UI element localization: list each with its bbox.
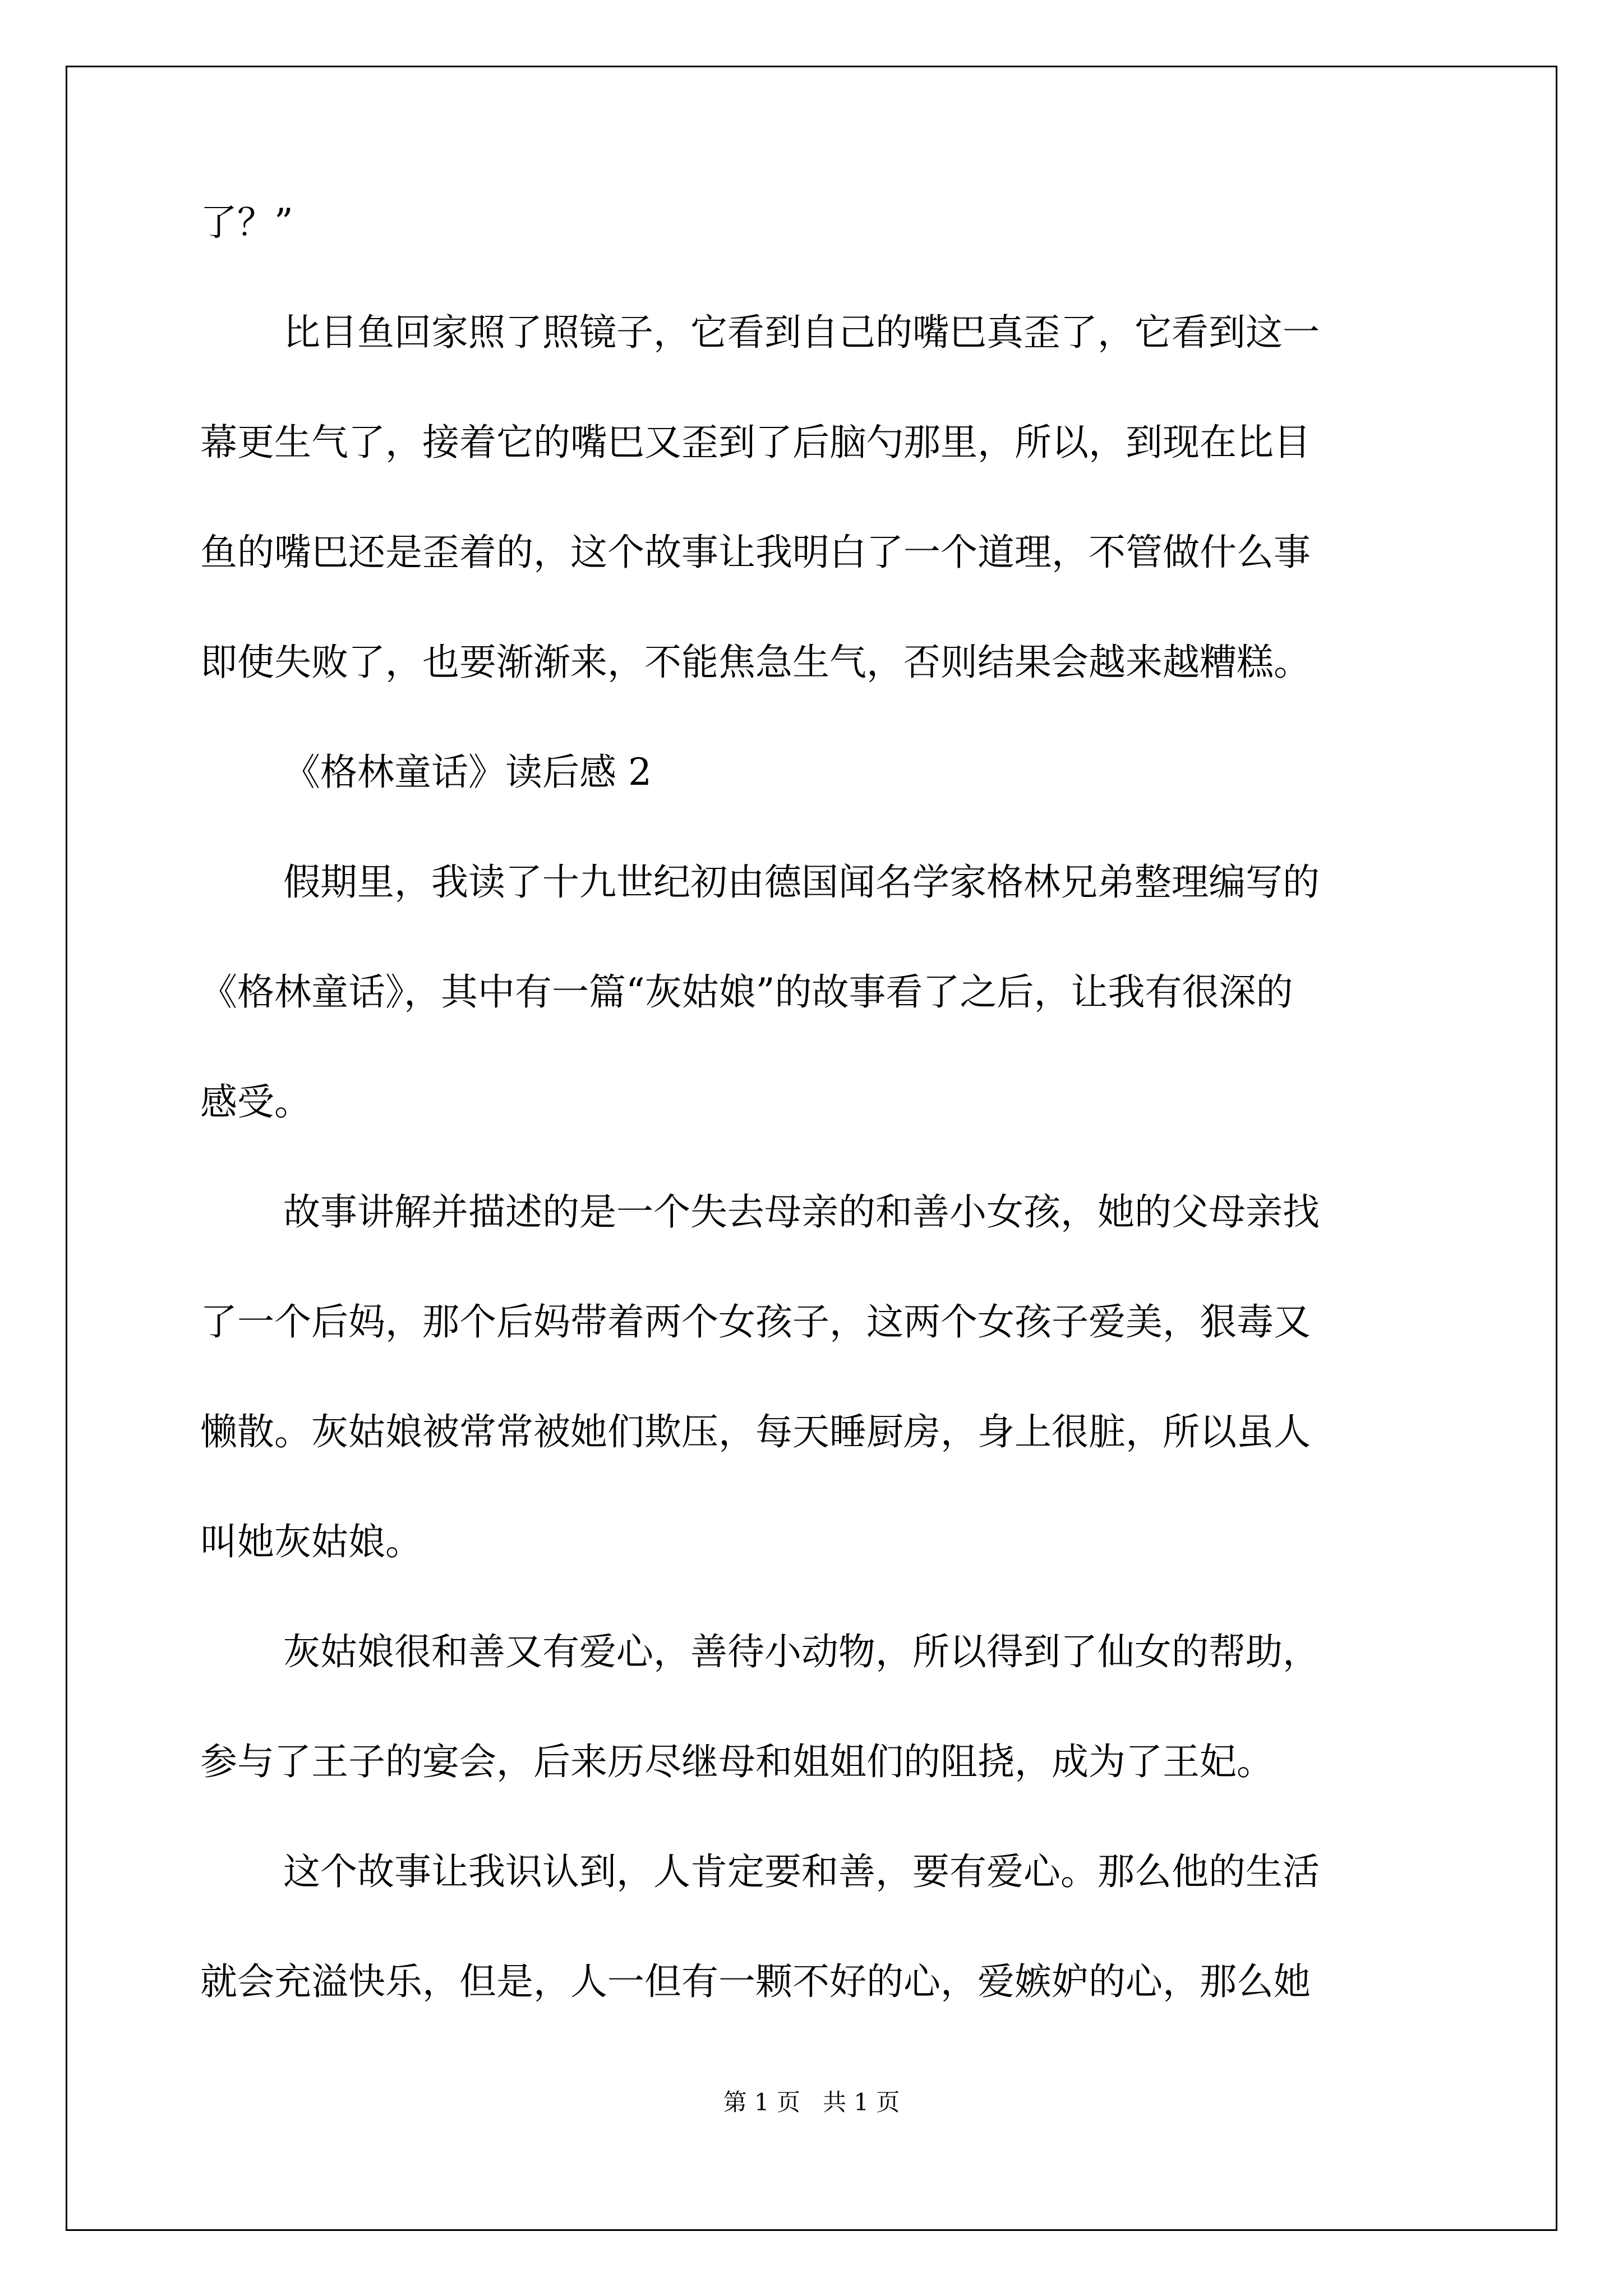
text-line: 懒散。灰姑娘被常常被她们欺压，每天睡厨房，身上很脏，所以虽人 bbox=[200, 1410, 1311, 1453]
text-line: 比目鱼回家照了照镜子，它看到自己的嘴巴真歪了，它看到这一 bbox=[283, 311, 1320, 354]
text-line: 鱼的嘴巴还是歪着的，这个故事让我明白了一个道理，不管做什么事 bbox=[200, 531, 1311, 574]
page-number-total: 共 1 页 bbox=[823, 2088, 900, 2116]
text-line: 灰姑娘很和善又有爱心，善待小动物，所以得到了仙女的帮助， bbox=[283, 1630, 1320, 1673]
page-footer bbox=[0, 2086, 1623, 2119]
text-line: 幕更生气了，接着它的嘴巴又歪到了后脑勺那里，所以，到现在比目 bbox=[200, 421, 1311, 464]
text-line: 即使失败了，也要渐渐来，不能焦急生气，否则结果会越来越糟糕。 bbox=[200, 641, 1311, 684]
section-heading: 《格林童话》读后感 2 bbox=[283, 751, 652, 794]
text-line: 了？” bbox=[200, 201, 293, 244]
page-border bbox=[66, 66, 1557, 2231]
text-line: 叫她灰姑娘。 bbox=[200, 1520, 422, 1563]
page-number-current: 第 1 页 bbox=[723, 2088, 800, 2116]
text-line: 感受。 bbox=[200, 1080, 311, 1124]
text-line: 假期里，我读了十九世纪初由德国闻名学家格林兄弟整理编写的 bbox=[283, 861, 1320, 904]
text-line: 这个故事让我识认到，人肯定要和善，要有爱心。那么他的生活 bbox=[283, 1850, 1320, 1893]
text-line: 就会充溢快乐，但是，人一但有一颗不好的心，爱嫉妒的心，那么她 bbox=[200, 1960, 1311, 2003]
text-line: 故事讲解并描述的是一个失去母亲的和善小女孩，她的父母亲找 bbox=[283, 1190, 1320, 1234]
text-line: 参与了王子的宴会，后来历尽继母和姐姐们的阻挠，成为了王妃。 bbox=[200, 1740, 1274, 1783]
text-line: 了一个后妈，那个后妈带着两个女孩子，这两个女孩子爱美，狠毒又 bbox=[200, 1300, 1311, 1343]
text-line: 《格林童话》，其中有一篇“灰姑娘”的故事看了之后，让我有很深的 bbox=[200, 970, 1293, 1014]
